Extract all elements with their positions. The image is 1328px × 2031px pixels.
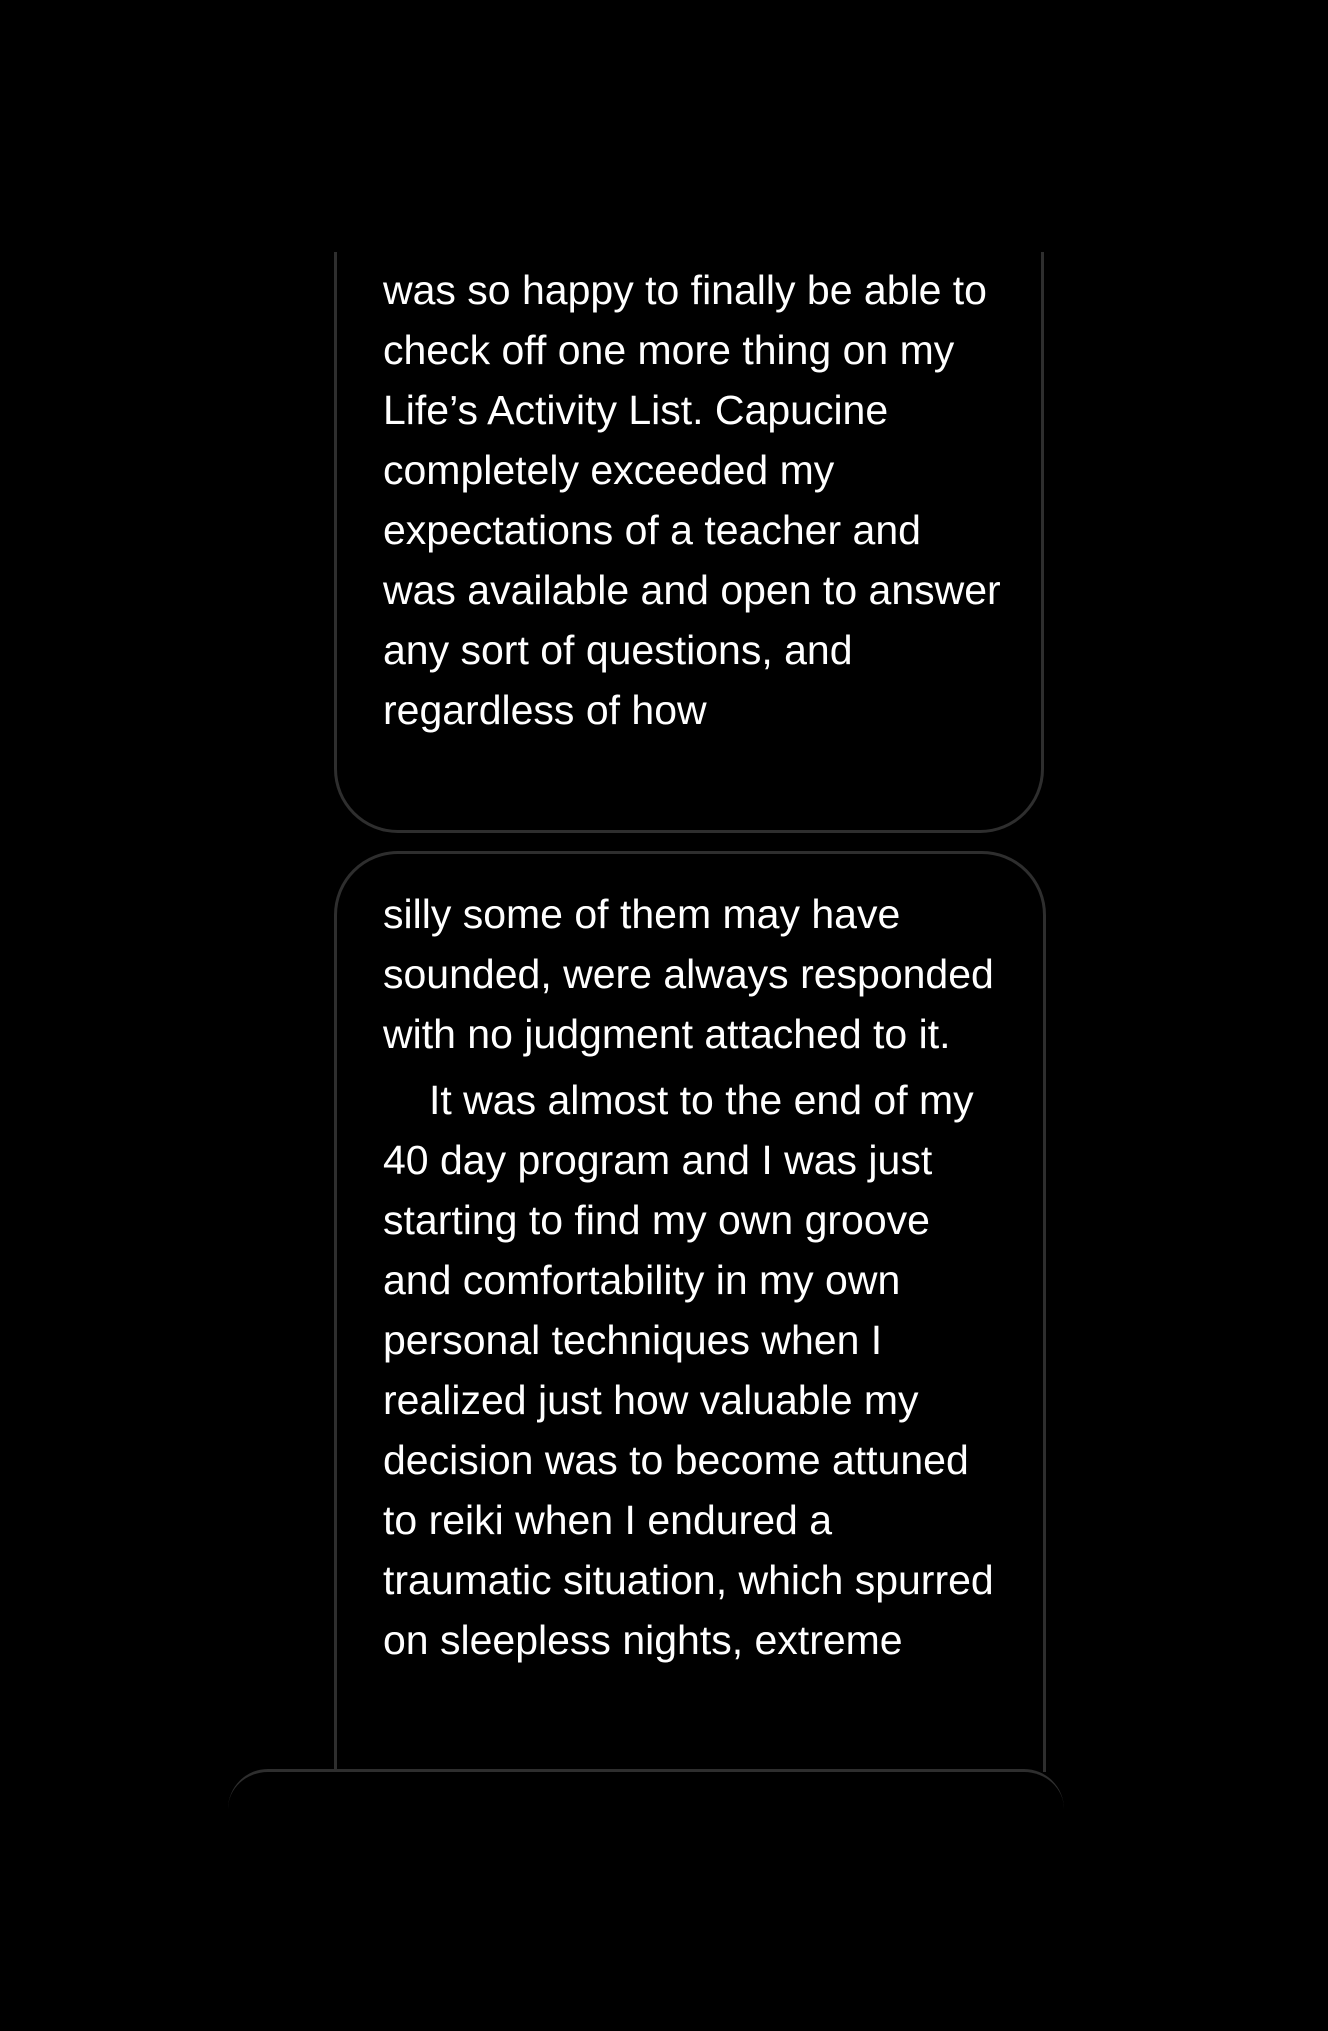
message-bubble[interactable]: [334, 851, 1046, 1772]
message-bubble[interactable]: [334, 252, 1044, 833]
message-text: It was almost to the end of my 40 day program and I was just starting to find my own groove and comfortability in my own personal techniques when I realized just how valuable my decision was to become attuned to reiki when I endured a traumatic situation, which spurred on sleepless nights, extreme: [383, 1077, 1006, 1663]
message-text: silly some of them may have sounded, were always responded with no judgment attached to it.: [383, 891, 1006, 1057]
composer-panel-edge: [228, 1769, 1064, 1849]
message-thread[interactable]: [0, 252, 1328, 1772]
message-text: was so happy to finally be able to check off one more thing on my Life’s Activity List. Capucine completely exceeded my expectations of a teacher and was available and open to answer any sort of questions, and regardless of how: [383, 267, 1013, 733]
